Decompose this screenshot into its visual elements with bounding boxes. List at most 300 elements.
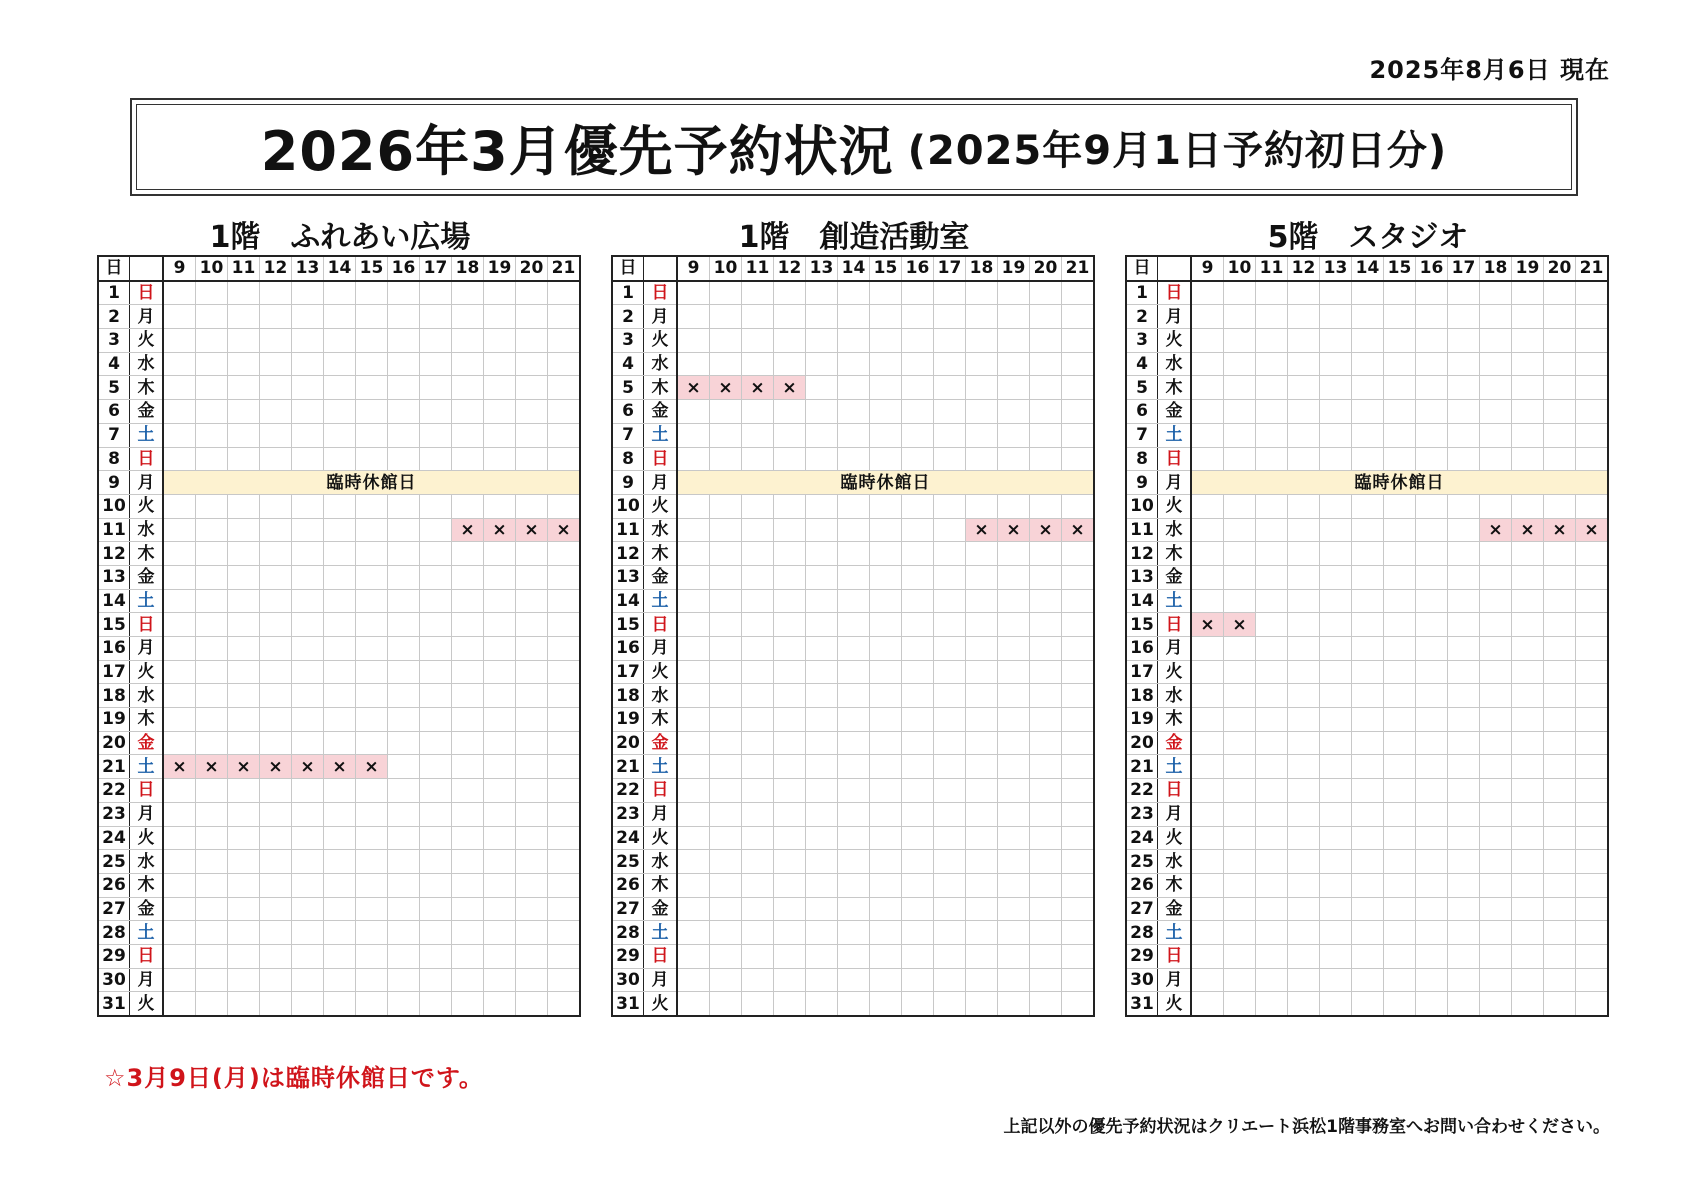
empty-slot bbox=[838, 850, 870, 874]
empty-slot bbox=[548, 305, 581, 329]
empty-slot bbox=[677, 850, 710, 874]
empty-slot bbox=[548, 779, 581, 803]
empty-slot bbox=[196, 542, 228, 566]
empty-slot bbox=[1030, 305, 1062, 329]
table-row bbox=[1126, 329, 1608, 353]
empty-slot bbox=[1448, 826, 1480, 850]
empty-slot bbox=[324, 565, 356, 589]
empty-slot bbox=[163, 352, 196, 376]
table-row bbox=[612, 423, 1094, 447]
empty-slot bbox=[1320, 921, 1352, 945]
empty-slot bbox=[1576, 660, 1609, 684]
empty-slot bbox=[1224, 660, 1256, 684]
schedule-table-sozo bbox=[611, 255, 1095, 1017]
weekday-label: 水 bbox=[644, 684, 678, 708]
empty-slot bbox=[1320, 992, 1352, 1016]
empty-slot bbox=[548, 329, 581, 353]
empty-slot bbox=[742, 329, 774, 353]
table-row bbox=[1126, 968, 1608, 992]
empty-slot bbox=[934, 376, 966, 400]
empty-slot bbox=[806, 944, 838, 968]
table-row bbox=[1126, 755, 1608, 779]
empty-slot bbox=[1062, 542, 1095, 566]
empty-slot bbox=[677, 992, 710, 1016]
empty-slot bbox=[1256, 305, 1288, 329]
empty-slot bbox=[356, 352, 388, 376]
empty-slot bbox=[1030, 873, 1062, 897]
weekday-label: 木 bbox=[644, 376, 678, 400]
empty-slot bbox=[1352, 423, 1384, 447]
empty-slot bbox=[742, 281, 774, 305]
empty-slot bbox=[1352, 589, 1384, 613]
table-row bbox=[612, 992, 1094, 1016]
empty-slot bbox=[806, 400, 838, 424]
empty-slot bbox=[838, 708, 870, 732]
table-row bbox=[612, 897, 1094, 921]
empty-slot bbox=[1030, 850, 1062, 874]
empty-slot bbox=[934, 423, 966, 447]
empty-slot bbox=[1191, 708, 1224, 732]
empty-slot bbox=[1480, 423, 1512, 447]
empty-slot bbox=[1512, 755, 1544, 779]
empty-slot bbox=[806, 637, 838, 661]
empty-slot bbox=[516, 542, 548, 566]
empty-slot bbox=[1062, 447, 1095, 471]
table-row bbox=[98, 400, 580, 424]
weekday-label: 木 bbox=[130, 542, 164, 566]
empty-slot bbox=[324, 329, 356, 353]
day-number: 3 bbox=[98, 329, 130, 353]
empty-slot bbox=[1191, 873, 1224, 897]
empty-slot bbox=[966, 660, 998, 684]
empty-slot bbox=[260, 613, 292, 637]
empty-slot bbox=[1352, 826, 1384, 850]
empty-slot bbox=[388, 423, 420, 447]
empty-slot bbox=[1256, 779, 1288, 803]
empty-slot bbox=[774, 542, 806, 566]
empty-slot bbox=[1480, 637, 1512, 661]
empty-slot bbox=[484, 944, 516, 968]
empty-slot bbox=[1256, 992, 1288, 1016]
empty-slot bbox=[838, 992, 870, 1016]
day-number: 15 bbox=[98, 613, 130, 637]
table-row bbox=[98, 826, 580, 850]
empty-slot bbox=[1448, 660, 1480, 684]
weekday-label: 火 bbox=[130, 992, 164, 1016]
weekday-label: 金 bbox=[644, 400, 678, 424]
empty-slot bbox=[1191, 684, 1224, 708]
empty-slot bbox=[548, 921, 581, 945]
empty-slot bbox=[1416, 565, 1448, 589]
empty-slot bbox=[163, 992, 196, 1016]
empty-slot bbox=[902, 850, 934, 874]
empty-slot bbox=[1062, 850, 1095, 874]
day-number: 4 bbox=[98, 352, 130, 376]
empty-slot bbox=[420, 281, 452, 305]
empty-slot bbox=[1224, 992, 1256, 1016]
empty-slot bbox=[196, 992, 228, 1016]
weekday-label: 日 bbox=[644, 281, 678, 305]
empty-slot bbox=[966, 589, 998, 613]
empty-slot bbox=[1030, 565, 1062, 589]
empty-slot bbox=[806, 873, 838, 897]
booked-slot: × bbox=[484, 518, 516, 542]
empty-slot bbox=[710, 731, 742, 755]
empty-slot bbox=[966, 921, 998, 945]
empty-slot bbox=[710, 565, 742, 589]
weekday-label: 土 bbox=[1158, 589, 1192, 613]
empty-slot bbox=[934, 281, 966, 305]
empty-slot bbox=[388, 873, 420, 897]
empty-slot bbox=[870, 873, 902, 897]
table-row bbox=[612, 944, 1094, 968]
empty-slot bbox=[452, 352, 484, 376]
empty-slot bbox=[1224, 565, 1256, 589]
empty-slot bbox=[1256, 518, 1288, 542]
empty-slot bbox=[1576, 921, 1609, 945]
empty-slot bbox=[774, 352, 806, 376]
empty-slot bbox=[1224, 850, 1256, 874]
empty-slot bbox=[356, 708, 388, 732]
empty-slot bbox=[1576, 779, 1609, 803]
weekday-label: 月 bbox=[130, 305, 164, 329]
empty-slot bbox=[1288, 660, 1320, 684]
weekday-label: 水 bbox=[644, 850, 678, 874]
empty-slot bbox=[420, 329, 452, 353]
empty-slot bbox=[998, 376, 1030, 400]
day-number: 8 bbox=[1126, 447, 1158, 471]
empty-slot bbox=[1448, 708, 1480, 732]
table-row bbox=[98, 329, 580, 353]
weekday-label: 金 bbox=[130, 400, 164, 424]
day-number: 29 bbox=[1126, 944, 1158, 968]
table-row bbox=[1126, 518, 1608, 542]
day-number: 28 bbox=[98, 921, 130, 945]
empty-slot bbox=[1512, 897, 1544, 921]
empty-slot bbox=[902, 565, 934, 589]
empty-slot bbox=[1448, 423, 1480, 447]
empty-slot bbox=[1416, 850, 1448, 874]
weekday-label: 火 bbox=[644, 494, 678, 518]
empty-slot bbox=[966, 968, 998, 992]
room-title-studio: 5階 スタジオ bbox=[1267, 220, 1469, 255]
day-number: 27 bbox=[1126, 897, 1158, 921]
empty-slot bbox=[1416, 992, 1448, 1016]
day-number: 21 bbox=[98, 755, 130, 779]
empty-slot bbox=[324, 352, 356, 376]
empty-slot bbox=[260, 826, 292, 850]
empty-slot bbox=[934, 731, 966, 755]
empty-slot bbox=[1256, 565, 1288, 589]
empty-slot bbox=[196, 826, 228, 850]
empty-slot bbox=[548, 731, 581, 755]
day-number: 4 bbox=[1126, 352, 1158, 376]
empty-slot bbox=[1191, 637, 1224, 661]
empty-slot bbox=[1062, 968, 1095, 992]
weekday-label: 水 bbox=[130, 518, 164, 542]
empty-slot bbox=[260, 897, 292, 921]
empty-slot bbox=[902, 944, 934, 968]
empty-slot bbox=[774, 897, 806, 921]
empty-slot bbox=[902, 731, 934, 755]
empty-slot bbox=[1576, 802, 1609, 826]
empty-slot bbox=[1030, 542, 1062, 566]
day-number: 15 bbox=[1126, 613, 1158, 637]
empty-slot bbox=[388, 992, 420, 1016]
empty-slot bbox=[1320, 731, 1352, 755]
empty-slot bbox=[838, 400, 870, 424]
empty-slot bbox=[710, 992, 742, 1016]
weekday-label: 水 bbox=[1158, 352, 1192, 376]
empty-slot bbox=[870, 518, 902, 542]
day-number: 27 bbox=[612, 897, 644, 921]
empty-slot bbox=[356, 494, 388, 518]
empty-slot bbox=[774, 400, 806, 424]
booked-slot: × bbox=[1480, 518, 1512, 542]
empty-slot bbox=[388, 944, 420, 968]
empty-slot bbox=[742, 826, 774, 850]
col-header-hour: 19 bbox=[998, 256, 1030, 281]
empty-slot bbox=[838, 423, 870, 447]
empty-slot bbox=[1320, 281, 1352, 305]
empty-slot bbox=[292, 708, 324, 732]
empty-slot bbox=[774, 944, 806, 968]
empty-slot bbox=[1480, 400, 1512, 424]
empty-slot bbox=[1480, 944, 1512, 968]
empty-slot bbox=[902, 802, 934, 826]
empty-slot bbox=[1352, 305, 1384, 329]
empty-slot bbox=[710, 755, 742, 779]
empty-slot bbox=[484, 897, 516, 921]
booked-slot: × bbox=[163, 755, 196, 779]
empty-slot bbox=[1224, 802, 1256, 826]
day-number: 26 bbox=[1126, 873, 1158, 897]
empty-slot bbox=[356, 921, 388, 945]
empty-slot bbox=[1384, 921, 1416, 945]
empty-slot bbox=[1416, 329, 1448, 353]
empty-slot bbox=[1062, 755, 1095, 779]
booked-slot: × bbox=[452, 518, 484, 542]
empty-slot bbox=[163, 423, 196, 447]
day-number: 19 bbox=[612, 708, 644, 732]
weekday-label: 月 bbox=[644, 968, 678, 992]
table-row bbox=[1126, 992, 1608, 1016]
empty-slot bbox=[1576, 944, 1609, 968]
empty-slot bbox=[1288, 329, 1320, 353]
day-number: 7 bbox=[98, 423, 130, 447]
empty-slot bbox=[228, 613, 260, 637]
table-row bbox=[98, 802, 580, 826]
table-row bbox=[98, 708, 580, 732]
table-row bbox=[1126, 921, 1608, 945]
weekday-label: 金 bbox=[1158, 731, 1192, 755]
empty-slot bbox=[710, 494, 742, 518]
empty-slot bbox=[1320, 826, 1352, 850]
empty-slot bbox=[1480, 731, 1512, 755]
empty-slot bbox=[1224, 731, 1256, 755]
empty-slot bbox=[1256, 802, 1288, 826]
booked-slot: × bbox=[677, 376, 710, 400]
weekday-label: 月 bbox=[644, 637, 678, 661]
empty-slot bbox=[902, 826, 934, 850]
empty-slot bbox=[1576, 352, 1609, 376]
empty-slot bbox=[388, 826, 420, 850]
empty-slot bbox=[1512, 565, 1544, 589]
col-header-hour: 16 bbox=[388, 256, 420, 281]
empty-slot bbox=[870, 376, 902, 400]
table-row bbox=[612, 281, 1094, 305]
empty-slot bbox=[1062, 494, 1095, 518]
weekday-label: 火 bbox=[130, 660, 164, 684]
empty-slot bbox=[516, 637, 548, 661]
empty-slot bbox=[774, 779, 806, 803]
empty-slot bbox=[324, 281, 356, 305]
empty-slot bbox=[1288, 944, 1320, 968]
empty-slot bbox=[324, 447, 356, 471]
empty-slot bbox=[1448, 613, 1480, 637]
weekday-label: 火 bbox=[1158, 329, 1192, 353]
empty-slot bbox=[484, 423, 516, 447]
empty-slot bbox=[1576, 637, 1609, 661]
weekday-label: 月 bbox=[644, 305, 678, 329]
empty-slot bbox=[934, 329, 966, 353]
empty-slot bbox=[260, 565, 292, 589]
empty-slot bbox=[1256, 755, 1288, 779]
empty-slot bbox=[388, 447, 420, 471]
empty-slot bbox=[1576, 542, 1609, 566]
empty-slot bbox=[324, 613, 356, 637]
empty-slot bbox=[260, 802, 292, 826]
empty-slot bbox=[1320, 637, 1352, 661]
booked-slot: × bbox=[548, 518, 581, 542]
day-number: 16 bbox=[98, 637, 130, 661]
table-row bbox=[1126, 447, 1608, 471]
empty-slot bbox=[1256, 897, 1288, 921]
empty-slot bbox=[452, 755, 484, 779]
col-header-weekday bbox=[130, 256, 164, 281]
empty-slot bbox=[1256, 968, 1288, 992]
empty-slot bbox=[516, 850, 548, 874]
empty-slot bbox=[1576, 447, 1609, 471]
day-number: 17 bbox=[98, 660, 130, 684]
empty-slot bbox=[1544, 565, 1576, 589]
empty-slot bbox=[870, 731, 902, 755]
empty-slot bbox=[1352, 755, 1384, 779]
empty-slot bbox=[1576, 850, 1609, 874]
day-number: 30 bbox=[1126, 968, 1158, 992]
empty-slot bbox=[1320, 376, 1352, 400]
empty-slot bbox=[966, 802, 998, 826]
table-row bbox=[98, 897, 580, 921]
empty-slot bbox=[260, 329, 292, 353]
empty-slot bbox=[1224, 400, 1256, 424]
empty-slot bbox=[1191, 992, 1224, 1016]
empty-slot bbox=[1288, 921, 1320, 945]
empty-slot bbox=[1544, 494, 1576, 518]
empty-slot bbox=[774, 589, 806, 613]
empty-slot bbox=[484, 660, 516, 684]
empty-slot bbox=[934, 660, 966, 684]
empty-slot bbox=[774, 826, 806, 850]
table-row bbox=[1126, 850, 1608, 874]
empty-slot bbox=[388, 968, 420, 992]
empty-slot bbox=[742, 305, 774, 329]
day-number: 8 bbox=[98, 447, 130, 471]
empty-slot bbox=[452, 542, 484, 566]
weekday-label: 金 bbox=[130, 897, 164, 921]
empty-slot bbox=[1062, 423, 1095, 447]
empty-slot bbox=[1030, 921, 1062, 945]
empty-slot bbox=[260, 660, 292, 684]
empty-slot bbox=[1480, 329, 1512, 353]
empty-slot bbox=[677, 400, 710, 424]
empty-slot bbox=[1288, 376, 1320, 400]
empty-slot bbox=[1191, 518, 1224, 542]
empty-slot bbox=[1288, 565, 1320, 589]
empty-slot bbox=[516, 305, 548, 329]
col-header-day: 日 bbox=[1126, 256, 1158, 281]
empty-slot bbox=[548, 589, 581, 613]
empty-slot bbox=[1224, 305, 1256, 329]
table-row bbox=[98, 542, 580, 566]
empty-slot bbox=[1320, 447, 1352, 471]
empty-slot bbox=[902, 281, 934, 305]
empty-slot bbox=[420, 779, 452, 803]
as-of-date: 2025年8月6日 現在 bbox=[1369, 56, 1610, 84]
empty-slot bbox=[870, 921, 902, 945]
day-number: 29 bbox=[612, 944, 644, 968]
day-number: 8 bbox=[612, 447, 644, 471]
empty-slot bbox=[1288, 826, 1320, 850]
empty-slot bbox=[228, 542, 260, 566]
empty-slot bbox=[292, 305, 324, 329]
empty-slot bbox=[934, 305, 966, 329]
empty-slot bbox=[838, 826, 870, 850]
empty-slot bbox=[163, 897, 196, 921]
empty-slot bbox=[1191, 352, 1224, 376]
empty-slot bbox=[516, 684, 548, 708]
col-header-hour: 10 bbox=[1224, 256, 1256, 281]
empty-slot bbox=[902, 992, 934, 1016]
empty-slot bbox=[324, 944, 356, 968]
table-row bbox=[98, 494, 580, 518]
empty-slot bbox=[966, 755, 998, 779]
empty-slot bbox=[902, 708, 934, 732]
empty-slot bbox=[292, 400, 324, 424]
empty-slot bbox=[1384, 447, 1416, 471]
weekday-label: 水 bbox=[1158, 850, 1192, 874]
empty-slot bbox=[1320, 542, 1352, 566]
day-number: 11 bbox=[612, 518, 644, 542]
empty-slot bbox=[998, 968, 1030, 992]
empty-slot bbox=[1416, 873, 1448, 897]
col-header-hour: 20 bbox=[1544, 256, 1576, 281]
empty-slot bbox=[1288, 708, 1320, 732]
empty-slot bbox=[452, 944, 484, 968]
day-number: 12 bbox=[98, 542, 130, 566]
col-header-hour: 9 bbox=[163, 256, 196, 281]
empty-slot bbox=[806, 968, 838, 992]
weekday-label: 金 bbox=[1158, 400, 1192, 424]
empty-slot bbox=[420, 755, 452, 779]
col-header-hour: 14 bbox=[838, 256, 870, 281]
empty-slot bbox=[420, 352, 452, 376]
table-row bbox=[612, 779, 1094, 803]
table-row bbox=[1126, 589, 1608, 613]
empty-slot bbox=[934, 755, 966, 779]
day-number: 10 bbox=[1126, 494, 1158, 518]
empty-slot bbox=[1384, 802, 1416, 826]
